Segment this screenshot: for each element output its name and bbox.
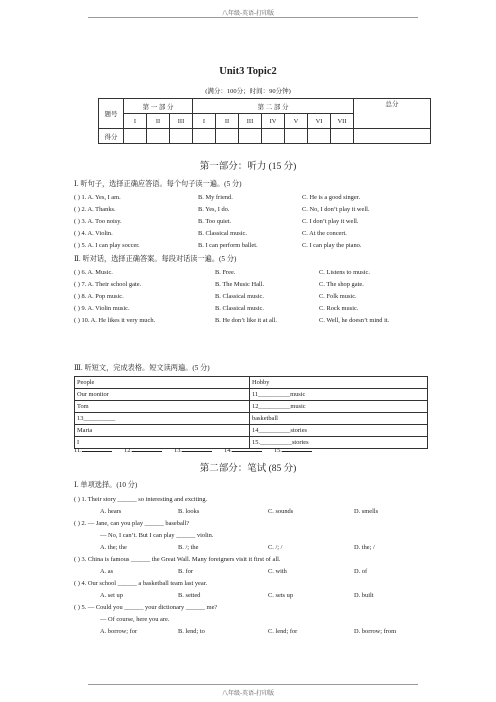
score-cell [170, 129, 193, 144]
score-cell [354, 129, 431, 144]
section1-heading: 第一部分：听力 (15 分) [199, 162, 297, 172]
listening-row: ( ) 4. A. Violin. B. Classical music. C. At the concert. [74, 230, 347, 237]
part1-heading: Ⅰ. 听句子，选择正确应答语。每个句子读一遍。(5 分) [74, 180, 242, 188]
listening-row: ( ) 2. A. Thanks. B. Yes, I do. C. No, I don’t play it well. [74, 206, 370, 213]
answer-label: 15. [274, 447, 282, 454]
score-cell [262, 129, 285, 144]
page-title: Unit3 Topic2 [219, 66, 277, 77]
table-row: Maria 14__________stories [75, 425, 428, 437]
score-cell [193, 129, 216, 144]
options-row: A. the; the B. /; the C. /; / D. the; / [100, 544, 375, 551]
answer-label: 12. [124, 447, 132, 454]
score-cell [124, 129, 147, 144]
table-row: I 15.__________stories [75, 437, 428, 449]
col-p2-5: V [285, 114, 308, 129]
total-header: 总分 [354, 99, 431, 129]
listening-row: ( ) 9. A. Violin music. B. Classical music. C. Rock music. [74, 305, 359, 312]
col-p2-3: III [239, 114, 262, 129]
options-row: A. set up B. setted C. sets up D. built [100, 592, 374, 599]
part2-heading: Ⅱ. 听对话，选择正确答案。每段对话读一遍。(5 分) [74, 255, 237, 263]
items-label: 题号 [99, 99, 124, 129]
col-p2-4: IV [262, 114, 285, 129]
col-p1-2: II [147, 114, 170, 129]
question-stem-2: — Of course, here you are. [100, 616, 170, 623]
page-footer: 八年级-英语-打印版 [222, 691, 274, 697]
answer-label: 14. [224, 447, 232, 454]
question-stem: ( ) 3. China is famous ______ the Great Wall. Many foreigners visit it first of all. [74, 556, 281, 563]
question-stem: ( ) 5. — Could you ______ your dictionary ______ me? [74, 604, 218, 611]
listening-row: ( ) 1. A. Yes, I am. B. My friend. C. He is a good singer. [74, 194, 361, 201]
listening-row: ( ) 10. A. He likes it very much. B. He don’t like it at all. C. Well, he doesn’t mind it. [74, 317, 390, 324]
part1-header: 第 一 部 分 [124, 99, 193, 114]
score-label: 得分 [99, 129, 124, 144]
score-cell [239, 129, 262, 144]
listening-row: ( ) 7. A. Their school gate. B. The Music Hall. C. The shop gate. [74, 281, 364, 288]
answer-blank[interactable] [232, 445, 262, 452]
question-stem: ( ) 4. Our school ______ a basketball team last year. [74, 580, 208, 587]
listening-row: ( ) 8. A. Pop music. B. Classical music. C. Folk music. [74, 293, 357, 300]
answer-blank[interactable] [282, 445, 312, 452]
hobby-table [74, 376, 428, 449]
table-row: Our monitor 11__________music [75, 389, 428, 401]
answer-blank[interactable] [82, 445, 112, 452]
part3-heading: Ⅲ. 听短文，完成表格。短文读两遍。(5 分) [74, 364, 210, 372]
options-row: A. hears B. looks C. sounds D. smells [100, 508, 379, 515]
score-cell [147, 129, 170, 144]
answer-label: 13. [174, 447, 182, 454]
options-row: A. as B. for C. with D. of [100, 568, 368, 575]
question-stem: ( ) 1. Their story ______ so interesting and exciting. [74, 496, 208, 503]
question-stem-2: — No, I can’t. But I can play ______ violin. [100, 532, 214, 539]
answer-blank[interactable] [182, 445, 212, 452]
score-cell [308, 129, 331, 144]
answer-label: 11. [74, 447, 82, 454]
col-p2-1: I [193, 114, 216, 129]
section2-heading: 第二部分：笔试 (85 分) [199, 464, 297, 474]
listening-row: ( ) 3. A. Too noisy. B. Too quiet. C. I don’t play it well. [74, 218, 359, 225]
answer-blank[interactable] [132, 445, 162, 452]
col-p1-1: I [124, 114, 147, 129]
score-cell [216, 129, 239, 144]
col-p2-7: VII [331, 114, 354, 129]
score-cell [285, 129, 308, 144]
listening-row: ( ) 6. A. Music. B. Free. C. Listens to music. [74, 269, 370, 276]
question-stem: ( ) 2. — Jane, can you play ______ baseball? [74, 520, 190, 527]
options-row: A. borrow; for B. lend; to C. lend; for D. borrow; from [100, 628, 397, 635]
page-subtitle: (满分：100分；时间：90分钟) [205, 88, 291, 95]
score-cell [331, 129, 354, 144]
score-table [98, 98, 431, 144]
col-p1-3: III [170, 114, 193, 129]
footer-rule [88, 684, 418, 685]
listening-row: ( ) 5. A. I can play soccer. B. I can perform ballet. C. I can play the piano. [74, 242, 362, 249]
table-row: People Hobby [75, 377, 428, 389]
table-row: Tom 12__________music [75, 401, 428, 413]
part2-header: 第 二 部 分 [193, 99, 354, 114]
col-p2-2: II [216, 114, 239, 129]
page-header: 八年级-英语-打印版 [222, 11, 274, 17]
header-rule [88, 17, 418, 18]
col-p2-6: VI [308, 114, 331, 129]
s2-part1-heading: Ⅰ. 单项选择。(10 分) [74, 481, 138, 489]
table-row: 13__________ basketball [75, 413, 428, 425]
answer-line [74, 445, 434, 455]
